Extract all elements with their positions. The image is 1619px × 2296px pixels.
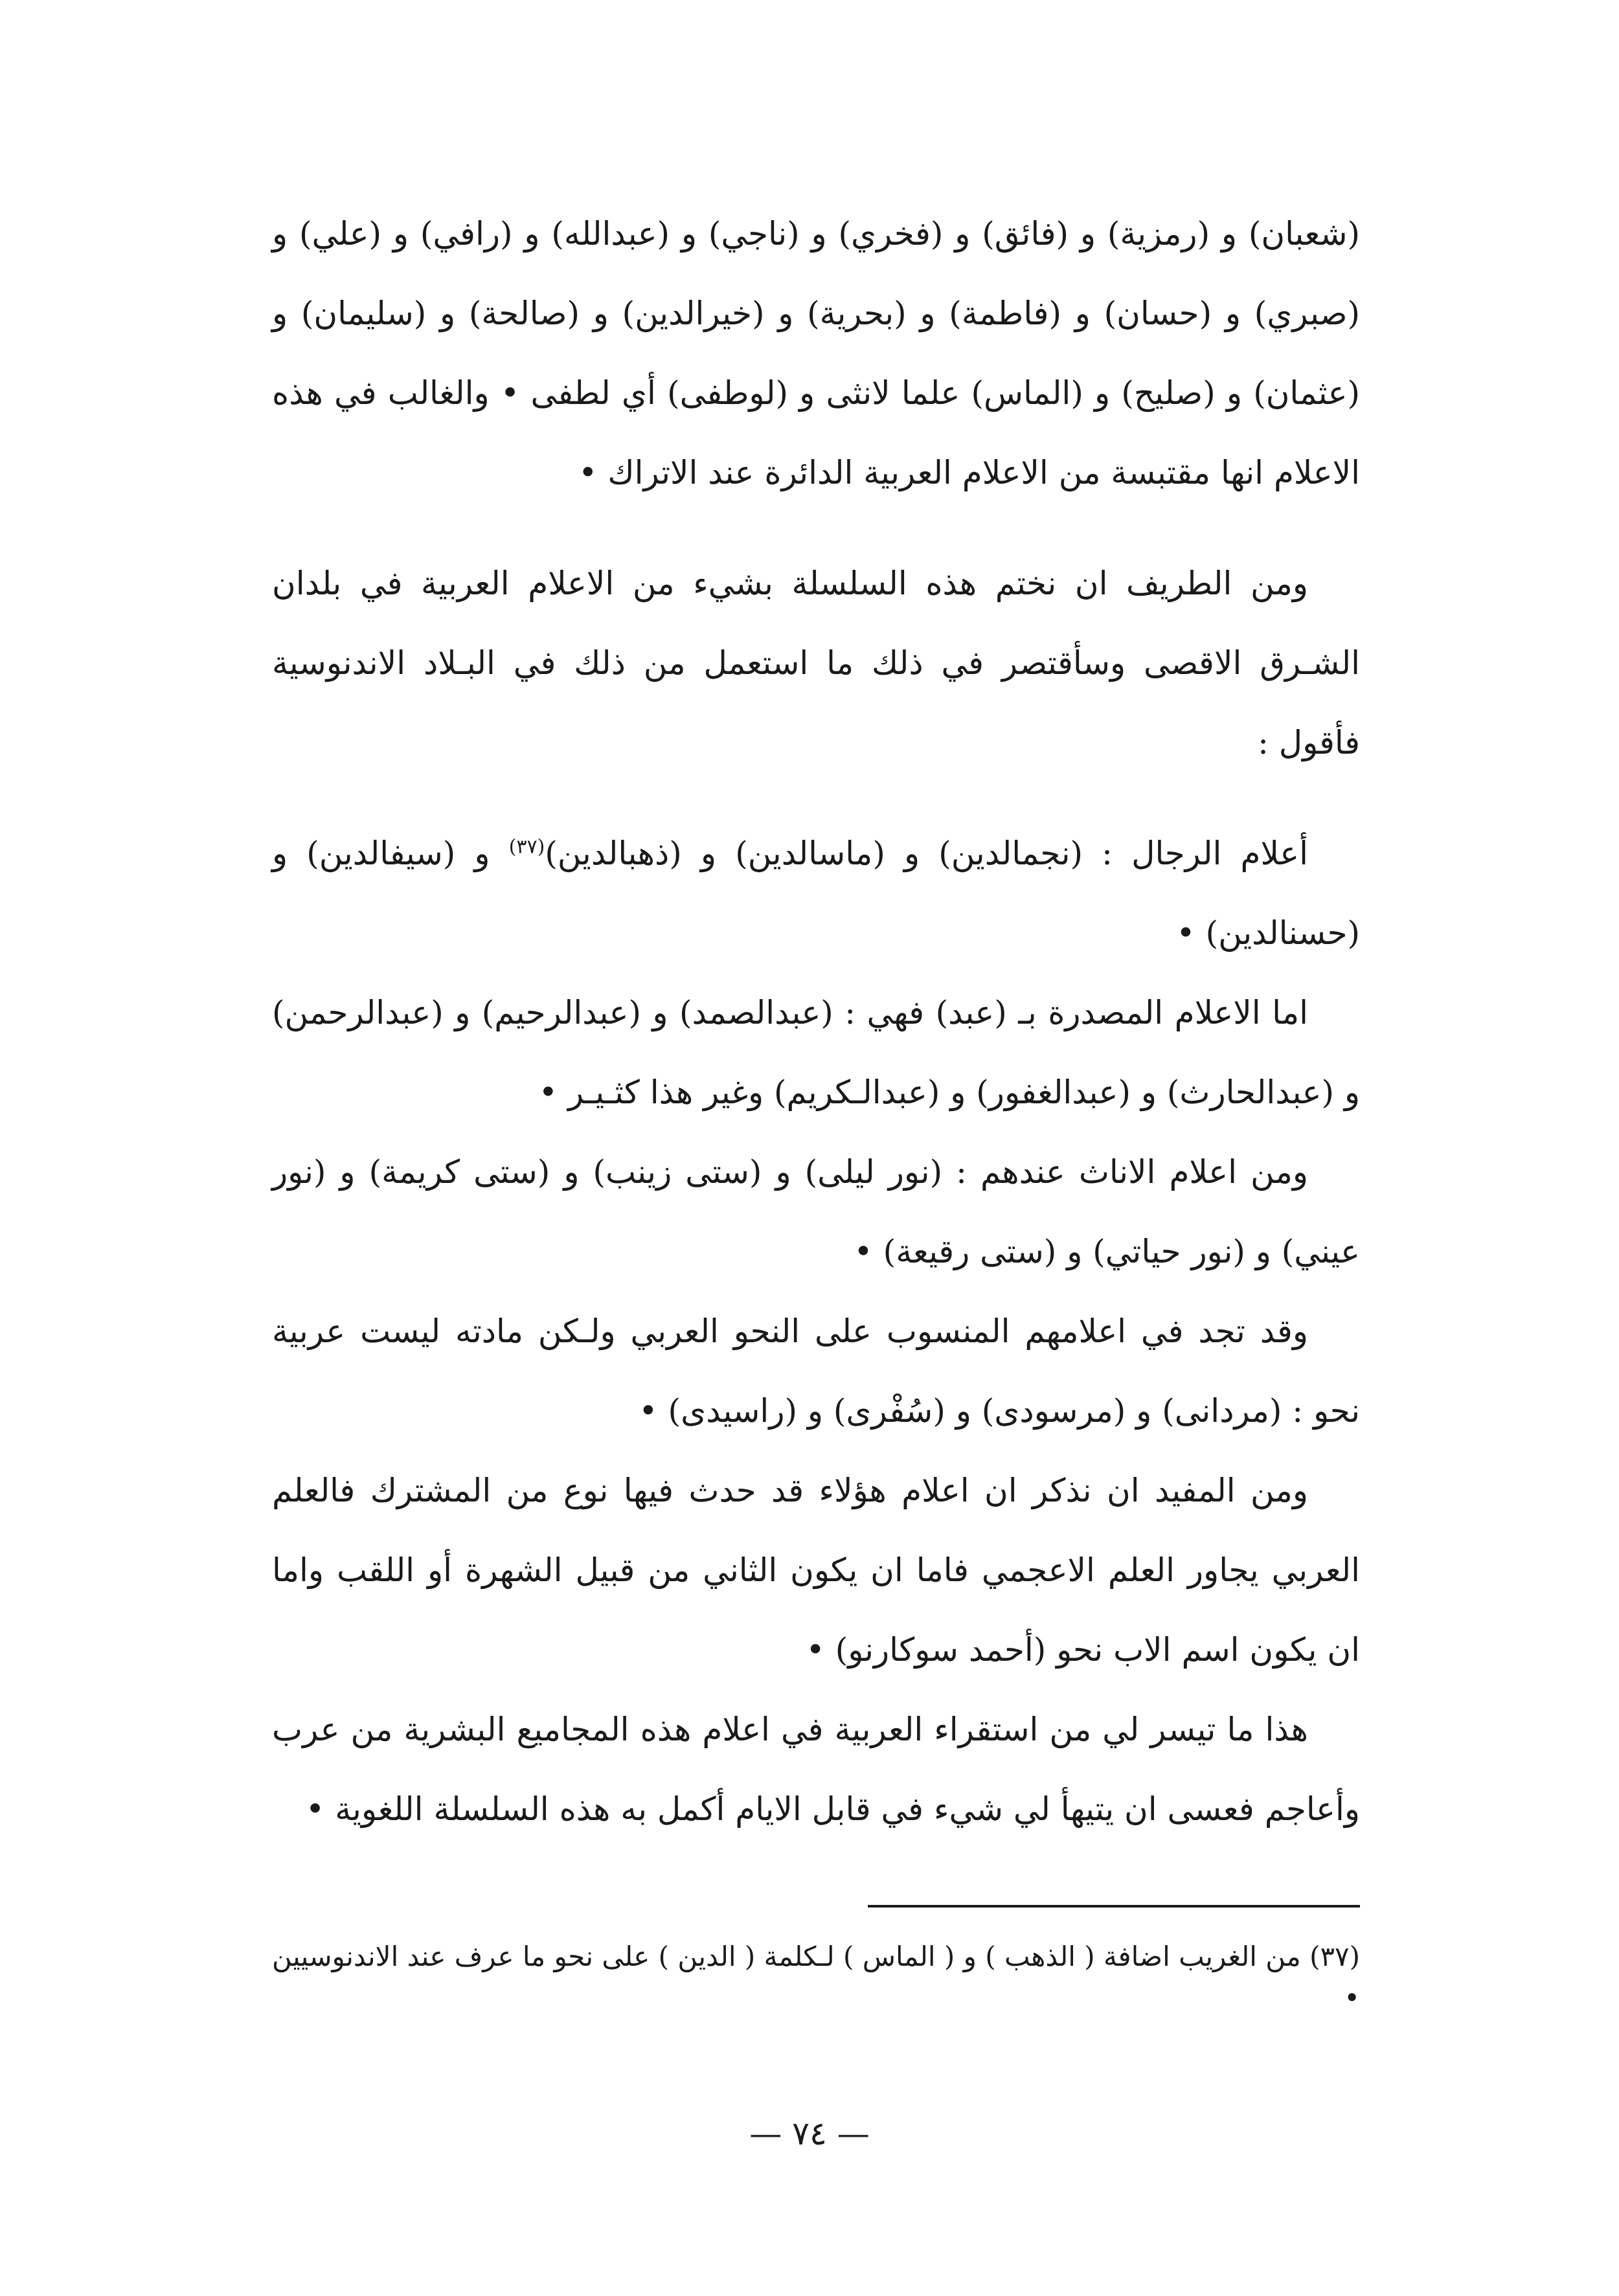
paragraph-far-east-intro: ومن الطريف ان نختم هذه السلسلة بشيء من الاعلام العربية في بلدان الشـرق الاقصى وسأقتصر في ذلك ما استعمل من ذلك في البـلاد الاندنوسية فأقول : <box>272 565 1360 761</box>
footnote-divider <box>868 1905 1360 1908</box>
page-number: — ٧٤ — <box>749 2115 870 2152</box>
paragraph-male-names <box>272 814 1360 973</box>
page-body <box>272 194 1360 1849</box>
footnote-37: (٣٧) من الغريب اضافة ( الذهب ) و ( الماس ) لـكلمة ( الدين ) على نحو ما عرف عند الاندنوسيين • <box>272 1941 1360 2014</box>
paragraph-arabic-style-names: وقد تجد في اعلامهم المنسوب على النحو العربي ولـكن مادته ليست عربية نحو : (مردانى) و (مرسودى) و (سُفْرى) و (راسيدى) • <box>272 1312 1360 1430</box>
paragraph-abd-names: اما الاعلام المصدرة بـ (عبد) فهي : (عبدالصمد) و (عبدالرحيم) و (عبدالرحمن) و (عبدالحارث) و (عبدالغفور) و (عبدالـكريم) وغير هذا كثـيـر • <box>272 994 1360 1111</box>
paragraph-female-names: ومن اعلام الاناث عندهم : (نور ليلى) و (ستى زينب) و (ستى كريمة) و (نور عيني) و (نور حياتي) و (ستى رقيعة) • <box>272 1153 1360 1270</box>
footnote-reference[interactable]: (٣٧) <box>508 835 545 859</box>
paragraph-compound-names: ومن المفيد ان نذكر ان اعلام هؤلاء قد حدث فيها نوع من المشترك فالعلم العربي يجاور العلم الاعجمي فاما ان يكون الثاني من قبيل الشهرة أو اللقب واما ان يكون اسم الاب نحو (أحمد سوكارنو) • <box>272 1472 1360 1669</box>
male-names-text: أعلام الرجال : (نجمالدين) و (ماسالدين) و (ذهبالدين) <box>545 835 1309 872</box>
male-names-text-continued: و (سيفالدين) و (حسنالدين) • <box>272 835 1360 952</box>
paragraph-turkish-names: (شعبان) و (رمزية) و (فائق) و (فخري) و (ناجي) و (عبدالله) و (رافي) و (علي) و (صبري) و (حسان) و (فاطمة) و (بحرية) و (خيرالدين) و (صالحة) و (سليمان) و (عثمان) و (صليح) و (الماس) علما لانثى و (لوطفى) أي لطفى • والغالب في هذه الاعلام انها مقتبسة من الاعلام العربية الدائرة عند الاتراك • <box>272 215 1360 491</box>
paragraph-conclusion: هذا ما تيسر لي من استقراء العربية في اعلام هذه المجاميع البشرية من عرب وأعاجم فعسى ان يتيهأ لي شيء في قابل الايام أكمل به هذه السلسلة اللغوية • <box>272 1711 1360 1828</box>
